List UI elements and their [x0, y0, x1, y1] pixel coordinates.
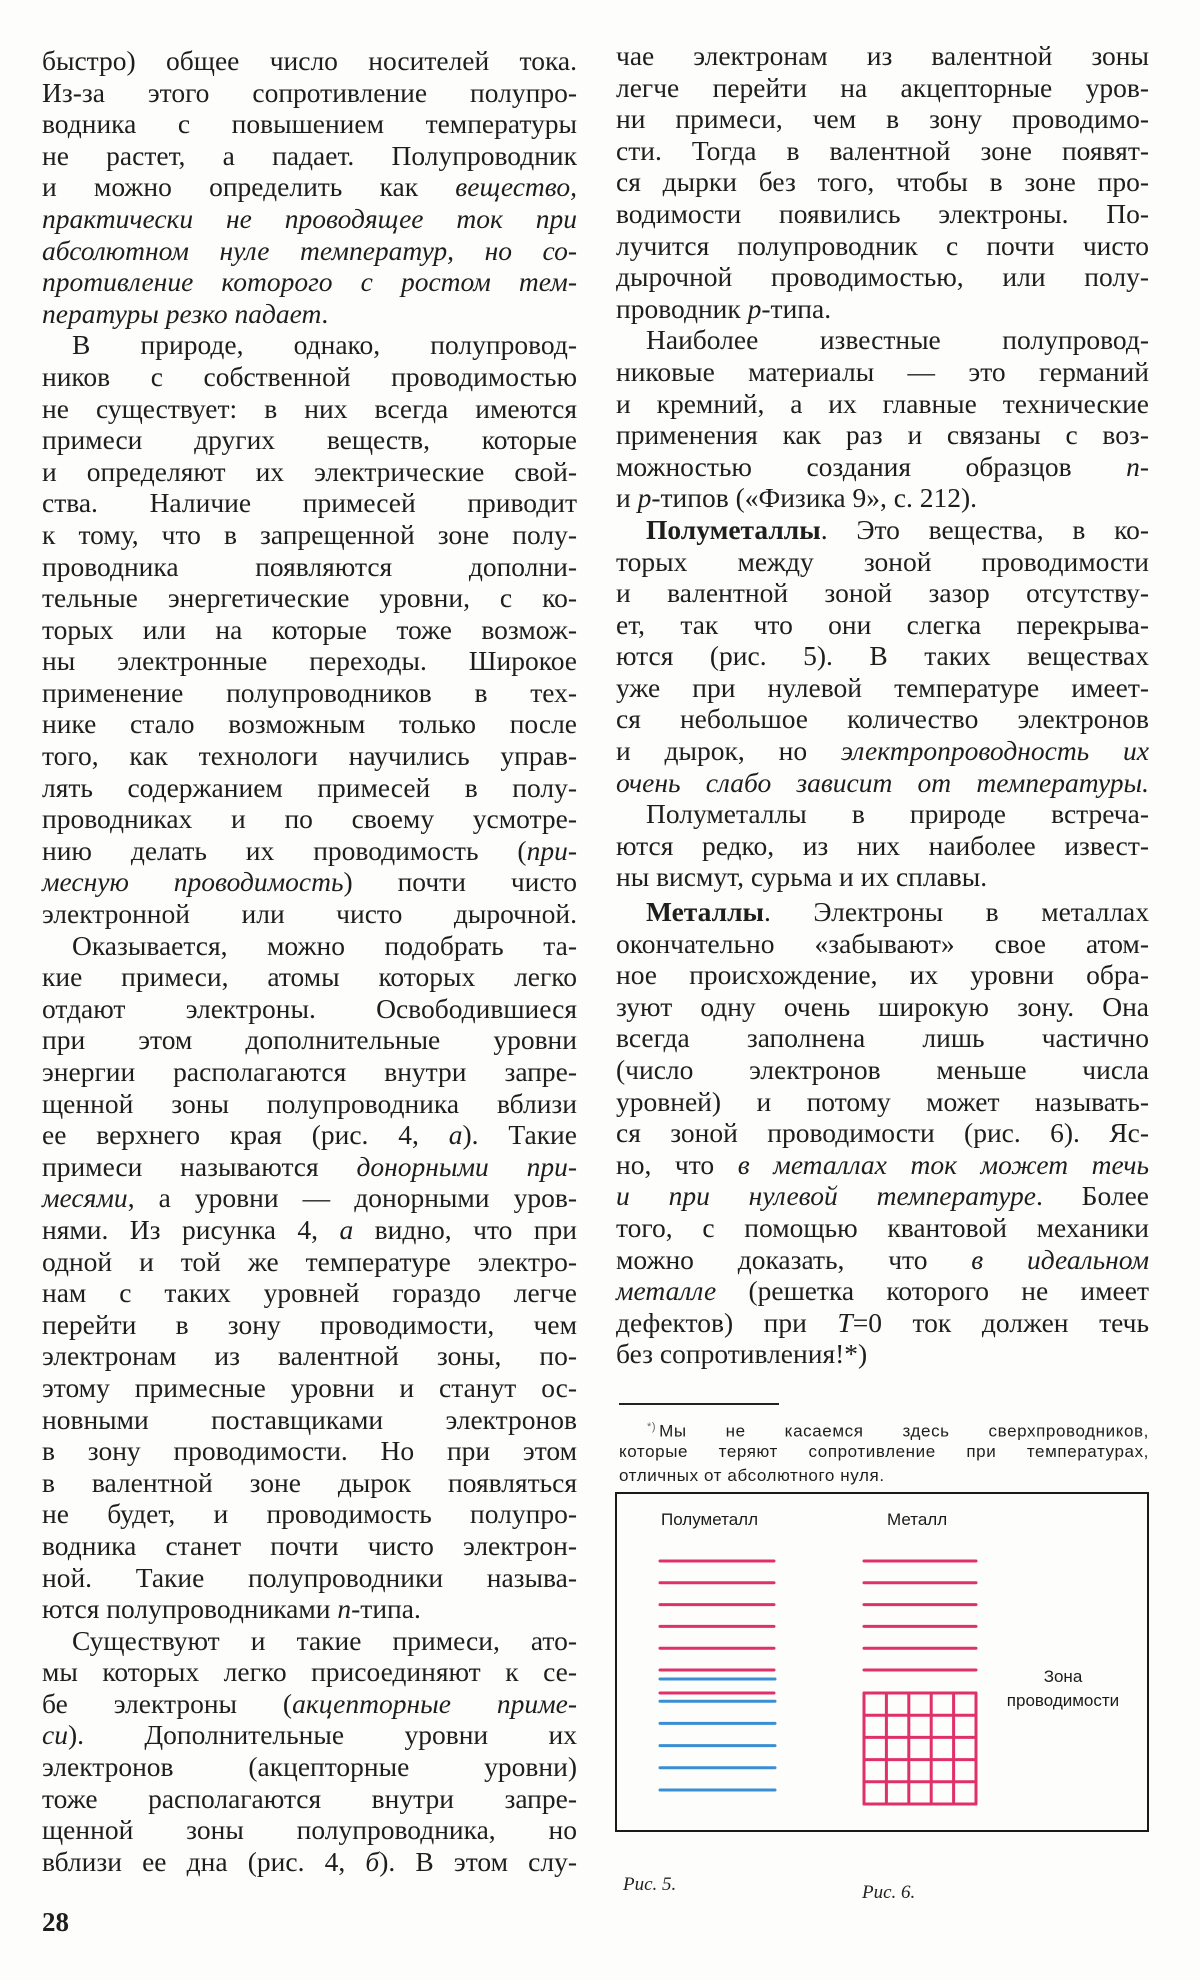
text-line	[616, 991, 1149, 1023]
italic-text: противление которого с ростом тем-	[42, 266, 577, 298]
text-line	[42, 1625, 577, 1657]
text-line	[42, 266, 577, 298]
text-line	[616, 135, 1149, 167]
text-segment: мы которых легко присоединяют к се-	[42, 1656, 577, 1688]
bold-term: Полуметаллы	[646, 513, 821, 545]
right-text-column	[616, 40, 1149, 1370]
bold-term: Металлы	[646, 896, 764, 928]
text-segment: нам с таких уровней гораздо легче	[42, 1277, 577, 1309]
text-segment: видно, что при	[353, 1213, 577, 1245]
label-metal: Металл	[887, 1510, 948, 1529]
footnote-line: которые теряют сопротивление при температурах,	[619, 1441, 1149, 1461]
text-segment: новными поставщиками электронов	[42, 1403, 577, 1435]
text-line	[42, 1783, 577, 1815]
text-segment: ства. Наличие примесей приводит	[42, 487, 577, 519]
text-segment: окончательно «забывают» свое атом-	[616, 927, 1149, 959]
italic-text: в идеальном	[971, 1243, 1149, 1275]
text-line	[42, 772, 577, 804]
text-line	[42, 582, 577, 614]
text-segment: -типа.	[351, 1593, 421, 1625]
text-line	[42, 1056, 577, 1088]
text-segment: но, что	[616, 1148, 738, 1180]
text-segment: торых или на которые тоже возмож-	[42, 613, 577, 645]
text-line	[616, 1086, 1149, 1118]
text-line	[616, 1338, 1149, 1370]
text-segment: .	[321, 297, 329, 329]
text-segment: в валентной зоне дырок появляться	[42, 1466, 577, 1498]
text-line	[42, 677, 577, 709]
text-segment: примеси других веществ, которые	[42, 424, 577, 456]
italic-text: T	[837, 1306, 853, 1338]
text-line	[616, 514, 1149, 546]
italic-text: пературы резко падает	[42, 297, 322, 329]
italic-text: практически не проводящее ток при	[42, 202, 577, 234]
text-line	[42, 1688, 577, 1720]
italic-text: p	[747, 292, 762, 324]
text-segment: в зону проводимости. Но при этом	[42, 1435, 577, 1467]
text-line	[42, 424, 577, 456]
text-segment: вблизи ее дна (рис. 4,	[42, 1845, 366, 1877]
text-line	[42, 1340, 577, 1372]
text-segment: =0 ток должен течь	[852, 1306, 1149, 1338]
text-segment: торых между зоной проводимости	[616, 545, 1149, 577]
text-segment: при этом дополнительные уровни	[42, 1024, 577, 1056]
text-segment: проводник	[616, 292, 748, 324]
footnote-line: *) Мы не касаемся здесь сверхпроводников,	[619, 1415, 1149, 1440]
text-line	[616, 861, 1149, 893]
text-segment: и определяют их электрические свой-	[42, 455, 577, 487]
text-line	[616, 230, 1149, 262]
text-line	[616, 1244, 1149, 1276]
text-segment: . Более	[1035, 1180, 1149, 1212]
text-line	[42, 108, 577, 140]
left-text-column	[42, 45, 577, 1877]
text-segment: того, с помощью квантовой механики	[616, 1211, 1149, 1243]
text-segment: уровней) и потому может называть-	[616, 1085, 1149, 1117]
text-line	[616, 1307, 1149, 1339]
text-segment: Наиболее известные полупровод-	[646, 324, 1149, 356]
italic-text: очень слабо зависит от температуры.	[616, 766, 1149, 798]
text-line	[616, 72, 1149, 104]
text-segment: . Это вещества, в ко-	[820, 513, 1149, 545]
text-line	[616, 546, 1149, 578]
text-line	[616, 672, 1149, 704]
text-segment: и кремний, а их главные технические	[616, 387, 1149, 419]
text-line	[42, 614, 577, 646]
footnote-divider	[619, 1403, 779, 1405]
text-line	[616, 896, 1149, 928]
text-line	[42, 235, 577, 267]
text-segment: ся зоной проводимости (рис. 6). Яс-	[616, 1117, 1149, 1149]
text-line	[42, 740, 577, 772]
text-segment: водника станет почти чисто электрон-	[42, 1529, 577, 1561]
text-line	[616, 103, 1149, 135]
text-segment: перейти в зону проводимости, чем	[42, 1308, 577, 1340]
text-line	[616, 356, 1149, 388]
text-segment: (решетка которого не имеет	[716, 1275, 1149, 1307]
text-segment: к тому, что в запрещенной зоне полу-	[42, 518, 577, 550]
text-line	[42, 1846, 577, 1878]
italic-text: абсолютном нуле температур, но со-	[42, 234, 577, 266]
text-segment: (число электронов меньше числа	[616, 1054, 1149, 1085]
text-segment: ются (рис. 5). В таких веществах	[616, 640, 1149, 672]
text-line	[616, 577, 1149, 609]
text-segment: ников с собственной проводимостью	[42, 360, 577, 392]
italic-text: металле	[616, 1275, 717, 1307]
text-segment: ной. Такие полупроводники называ-	[42, 1561, 577, 1593]
footnote	[619, 1415, 1149, 1489]
text-line	[42, 77, 577, 109]
text-segment: . Электроны в металлах	[763, 896, 1149, 928]
italic-text: электропроводность их	[840, 735, 1149, 767]
caption-fig-6: Рис. 6.	[862, 1882, 916, 1903]
label-conduction-zone: Зона проводимости	[1006, 1667, 1120, 1710]
text-segment: ). Такие	[462, 1119, 577, 1151]
text-line	[616, 293, 1149, 325]
text-segment: -типа.	[761, 292, 832, 324]
caption-fig-5: Рис. 5.	[623, 1874, 677, 1895]
text-segment: водника с повышением температуры	[42, 108, 577, 140]
text-line	[616, 451, 1149, 483]
text-line	[42, 1214, 577, 1246]
text-segment: ). Дополнительные уровни их	[67, 1719, 577, 1751]
text-line	[616, 482, 1149, 514]
text-segment: электронной или чисто дырочной.	[42, 898, 577, 930]
text-line	[42, 1119, 577, 1151]
text-line	[42, 835, 577, 867]
text-segment: , а уровни — донорными уров-	[127, 1182, 577, 1214]
text-line	[616, 703, 1149, 735]
text-segment: щенной зоны полупроводника, но	[42, 1814, 577, 1846]
text-segment: энергии располагаются внутри запре-	[42, 1056, 577, 1087]
text-line	[42, 140, 577, 172]
band-diagram-figure	[615, 1492, 1149, 1832]
text-line	[616, 388, 1149, 420]
text-line	[616, 767, 1149, 799]
text-line	[616, 830, 1149, 862]
text-segment: ) почти чисто	[343, 866, 577, 898]
text-line	[42, 203, 577, 235]
italic-text: n	[1126, 450, 1140, 482]
text-line	[616, 735, 1149, 767]
text-segment: отдают электроны. Освободившиеся	[42, 992, 577, 1024]
text-line	[42, 519, 577, 551]
text-segment: Оказывается, можно подобрать та-	[72, 929, 577, 961]
text-segment: кие примеси, атомы которых легко	[42, 961, 577, 993]
text-line	[42, 487, 577, 519]
italic-text: и при нулевой температуре	[616, 1180, 1036, 1212]
band-diagram-svg	[617, 1494, 1147, 1830]
footnote-mark: *)	[647, 1421, 657, 1433]
text-segment: одной и той же температуре электро-	[42, 1245, 577, 1277]
text-line	[616, 1275, 1149, 1307]
text-line	[42, 930, 577, 962]
text-segment: проводниках и по своему усмотре-	[42, 803, 577, 835]
text-line	[42, 171, 577, 203]
text-line	[42, 361, 577, 393]
text-line	[42, 1814, 577, 1846]
text-line	[42, 866, 577, 898]
label-semimetal: Полуметалл	[661, 1510, 758, 1529]
text-line	[42, 1088, 577, 1120]
text-line	[616, 1022, 1149, 1054]
text-segment: ). В этом слу-	[379, 1845, 577, 1877]
text-segment: можностью создания образцов	[616, 450, 1127, 482]
text-line	[616, 166, 1149, 198]
italic-text: месную проводимость	[42, 866, 344, 898]
text-line	[42, 1182, 577, 1214]
text-line	[42, 551, 577, 583]
text-segment: ются полупроводниками	[42, 1593, 338, 1625]
text-segment: нию делать их проводимость (	[42, 834, 527, 866]
text-segment: и валентной зоной зазор отсутству-	[616, 577, 1149, 609]
italic-text: при-	[526, 834, 577, 866]
text-segment: без сопротивления!*)	[616, 1338, 868, 1370]
text-line	[42, 329, 577, 361]
italic-text: в металлах ток может течь	[737, 1148, 1149, 1180]
text-segment: ни примеси, чем в зону проводимо-	[616, 103, 1149, 135]
italic-text: акцепторные приме-	[292, 1687, 577, 1719]
text-segment: электронов (акцепторные уровни)	[42, 1751, 577, 1783]
text-segment: ны электронные переходы. Широкое	[42, 645, 577, 677]
text-line	[616, 1117, 1149, 1149]
text-line	[616, 928, 1149, 960]
text-segment: дырочной проводимостью, или полу-	[616, 261, 1149, 293]
text-segment: и можно определить как	[42, 171, 456, 203]
text-segment: Полуметаллы в природе встреча-	[646, 798, 1149, 830]
text-line	[42, 393, 577, 425]
text-line	[42, 1246, 577, 1278]
text-segment: ются редко, из них наиболее извест-	[616, 829, 1149, 861]
text-line	[616, 1149, 1149, 1181]
text-segment: бе электроны (	[42, 1687, 293, 1719]
text-line	[42, 1372, 577, 1404]
text-line	[42, 1309, 577, 1341]
text-line	[42, 1277, 577, 1309]
text-segment: водимости появились электроны. По-	[616, 197, 1149, 229]
text-line	[42, 993, 577, 1025]
text-segment: не растет, а падает. Полупроводник	[42, 139, 577, 171]
text-segment: зуют одну очень широкую зону. Она	[616, 990, 1149, 1022]
text-segment: можно доказать, что	[616, 1243, 972, 1275]
text-segment: щенной зоны полупроводника вблизи	[42, 1087, 577, 1119]
italic-text: а	[448, 1119, 463, 1151]
text-segment: никовые материалы — это германий	[616, 355, 1149, 387]
text-line	[42, 1024, 577, 1056]
text-segment: лучится полупроводник с почти чисто	[616, 229, 1149, 261]
text-line	[42, 1530, 577, 1562]
text-segment: нями. Из рисунка 4,	[42, 1213, 340, 1245]
text-segment: этому примесные уровни и станут ос-	[42, 1371, 577, 1403]
text-segment: того, как технологи научились управ-	[42, 740, 577, 772]
text-segment: применение полупроводников в тех-	[42, 676, 577, 708]
text-segment: уже при нулевой температуре имеет-	[616, 671, 1149, 703]
text-segment: применения как раз и связаны с воз-	[616, 419, 1149, 451]
text-segment: ся небольшое количество электронов	[616, 703, 1149, 735]
text-line	[42, 1719, 577, 1751]
text-segment: -типов («Физика 9», с. 212).	[651, 482, 978, 514]
text-line	[42, 803, 577, 835]
italic-text: n	[337, 1593, 352, 1625]
text-line	[42, 456, 577, 488]
text-line	[42, 1151, 577, 1183]
text-segment: тоже располагаются внутри запре-	[42, 1782, 577, 1814]
footnote-line: отличных от абсолютного нуля.	[619, 1466, 885, 1485]
text-segment: В природе, однако, полупровод-	[72, 329, 577, 361]
page-number: 28	[42, 1907, 69, 1937]
text-segment: электронам из валентной зоны, по-	[42, 1340, 577, 1372]
text-line	[42, 1435, 577, 1467]
text-line	[42, 1404, 577, 1436]
text-line	[42, 1593, 577, 1625]
text-segment: и дырок, но	[616, 735, 841, 767]
italic-text: си	[42, 1719, 68, 1751]
text-line	[42, 1656, 577, 1688]
text-line	[42, 645, 577, 677]
text-segment: ся дырки без того, чтобы в зоне про-	[616, 166, 1149, 198]
text-line	[616, 261, 1149, 293]
text-line	[616, 1054, 1149, 1086]
text-segment: не будет, и проводимость полупро-	[42, 1498, 577, 1530]
text-segment: быстро) общее число носителей тока.	[42, 45, 577, 76]
text-segment: дефектов) при	[616, 1306, 838, 1338]
text-line	[42, 1498, 577, 1530]
text-line	[42, 298, 577, 330]
text-line	[616, 40, 1149, 72]
text-line	[616, 1212, 1149, 1244]
text-segment: легче перейти на акцепторные уров-	[616, 71, 1149, 103]
text-segment: не существует: в них всегда имеются	[42, 392, 577, 424]
text-line	[616, 1180, 1149, 1212]
text-segment: -	[1139, 450, 1149, 482]
text-segment: и	[616, 482, 638, 514]
text-segment: проводника появляются дополни-	[42, 550, 577, 582]
text-line	[42, 1562, 577, 1594]
text-segment: лять содержанием примесей в полу-	[42, 771, 577, 803]
text-line	[42, 45, 577, 77]
text-segment: нике стало возможным только после	[42, 708, 577, 740]
italic-text: вещество,	[455, 171, 577, 203]
italic-text: месями	[42, 1182, 128, 1214]
text-segment: ее верхнего края (рис. 4,	[42, 1119, 449, 1151]
text-line	[616, 324, 1149, 356]
text-segment: Существуют и такие примеси, ато-	[72, 1624, 577, 1656]
text-line	[616, 198, 1149, 230]
text-line	[616, 609, 1149, 641]
italic-text: б	[365, 1845, 380, 1877]
text-line	[42, 1751, 577, 1783]
text-segment: сти. Тогда в валентной зоне появят-	[616, 134, 1149, 166]
text-line	[616, 959, 1149, 991]
text-segment: ны висмут, сурьма и их сплавы.	[616, 861, 988, 893]
italic-text: донорными при-	[356, 1150, 577, 1182]
text-segment: чае электронам из валентной зоны	[616, 40, 1149, 71]
text-line	[616, 640, 1149, 672]
text-line	[42, 961, 577, 993]
italic-text: p	[637, 482, 652, 514]
text-line	[42, 898, 577, 930]
text-line	[616, 798, 1149, 830]
text-segment: примеси называются	[42, 1150, 357, 1182]
text-segment: ное происхождение, их уровни обра-	[616, 959, 1149, 991]
text-line	[42, 1467, 577, 1499]
text-segment: всегда заполнена лишь частично	[616, 1022, 1149, 1054]
text-segment: ет, так что они слегка перекрыва-	[616, 608, 1149, 640]
text-segment: Из-за этого сопротивление полупро-	[42, 76, 577, 108]
italic-text: а	[339, 1213, 354, 1245]
text-line	[616, 419, 1149, 451]
text-line	[42, 708, 577, 740]
text-segment: тельные энергетические уровни, с ко-	[42, 582, 577, 614]
